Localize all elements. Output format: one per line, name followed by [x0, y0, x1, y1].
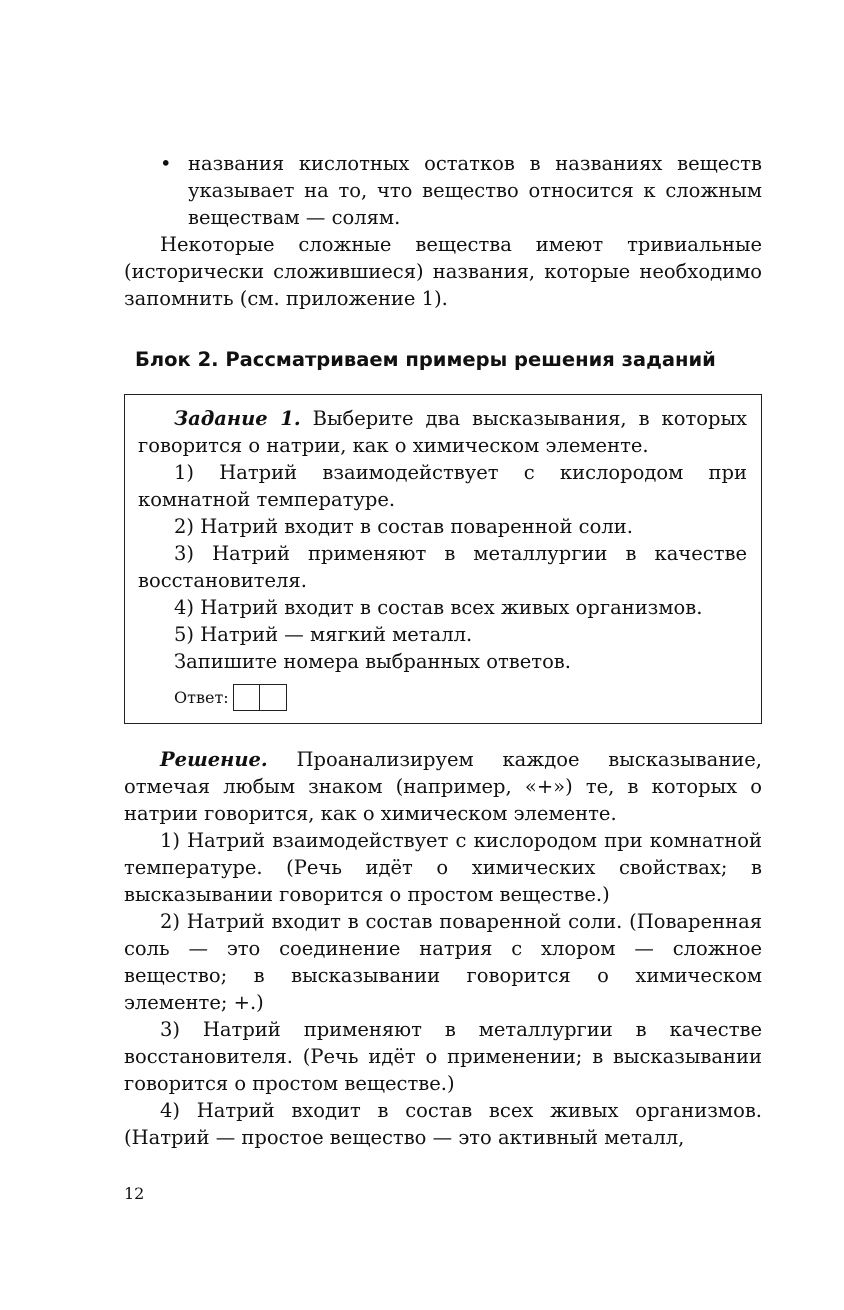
solution-text: Проанализируем каждое высказывание, отмечая любым знаком (например, «+») те, в которых о натрии говорится, как о химическом элементе.: [124, 748, 762, 825]
block-title: Блок 2. Рассматриваем примеры решения заданий: [135, 348, 716, 371]
task-option-5: 5) Натрий — мягкий металл.: [174, 623, 473, 646]
solution-item-3: 3) Натрий применяют в металлургии в качестве восстановителя. (Речь идёт о применении; в высказывании говорится о простом веществе.): [124, 1018, 762, 1095]
bullet-text: названия кислотных остатков в названиях веществ указывает на то, что вещество относится к сложным веществам — солям.: [188, 152, 762, 229]
answer-label: Ответ:: [174, 688, 229, 707]
task-option-3: 3) Натрий применяют в металлургии в качестве восстановителя.: [138, 542, 747, 592]
solution-intro: [124, 746, 762, 827]
solution-item-1: 1) Натрий взаимодействует с кислородом при комнатной температуре. (Речь идёт о химических свойствах; в высказывании говорится о простом веществе.): [124, 829, 762, 906]
solution: [124, 746, 762, 1151]
intro-paragraph: Некоторые сложные вещества имеют тривиальные (исторически сложившиеся) названия, которые необходимо запомнить (см. приложение 1).: [124, 233, 762, 310]
task-lead: Задание 1.: [174, 407, 301, 430]
answer-row: [138, 684, 747, 711]
task-option-2: 2) Натрий входит в состав поваренной соли.: [174, 515, 633, 538]
solution-lead: Решение.: [160, 748, 268, 771]
task-option-4: 4) Натрий входит в состав всех живых организмов.: [174, 596, 703, 619]
task-statement: [138, 405, 747, 459]
answer-cell-1[interactable]: [233, 684, 260, 711]
solution-item-4: 4) Натрий входит в состав всех живых организмов. (Натрий — простое вещество — это активный металл,: [124, 1099, 762, 1149]
bullet-icon: •: [160, 152, 172, 175]
task-text: Выберите два высказывания, в которых говорится о натрии, как о химическом элементе.: [138, 407, 747, 457]
page-number: 12: [124, 1184, 145, 1203]
page-content: [124, 150, 762, 1151]
bullet-item: [124, 150, 762, 231]
answer-cell-2[interactable]: [260, 684, 287, 711]
task-instruction: Запишите номера выбранных ответов.: [174, 650, 571, 673]
task-option-1: 1) Натрий взаимодействует с кислородом при комнатной температуре.: [138, 461, 747, 511]
solution-item-2: 2) Натрий входит в состав поваренной соли. (Поваренная соль — это соединение натрия с хлором — сложное вещество; в высказывании говорится о химическом элементе; +.): [124, 910, 762, 1014]
task-box: [124, 394, 762, 724]
